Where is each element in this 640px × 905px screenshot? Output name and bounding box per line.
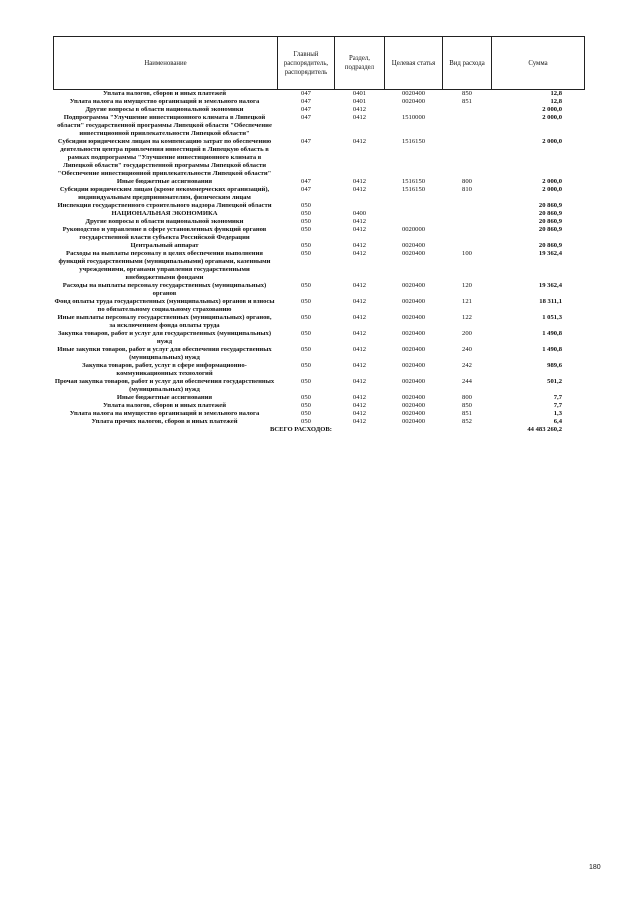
row-admin-code: 047 — [301, 98, 311, 105]
row-target-code: 0020400 — [401, 346, 426, 353]
row-expense-type: 850 — [462, 402, 472, 409]
table-row — [54, 226, 585, 242]
row-amount: 989,6 — [547, 362, 562, 369]
row-name: Руководство и управление в сфере установленных функций органов государственной власти субъекта Российской Федерации — [62, 226, 267, 241]
row-section-code: 0412 — [352, 106, 367, 113]
row-section-code: 0401 — [352, 90, 367, 97]
row-admin-code: 050 — [301, 298, 311, 305]
row-target-code: 0020400 — [401, 98, 426, 105]
row-name: Фонд оплаты труда государственных (муниципальных) органов и взносы по обязательному социальному страхованию — [54, 298, 275, 313]
row-section-code: 0412 — [352, 410, 367, 417]
row-name: Уплата налога на имущество организаций и земельного налога — [69, 98, 260, 105]
row-expense-type — [443, 202, 492, 210]
table-row — [54, 210, 585, 218]
row-admin-code: 050 — [301, 346, 311, 353]
row-target-code: 0020400 — [401, 250, 426, 257]
row-admin-code: 050 — [301, 226, 311, 233]
row-amount: 7,7 — [553, 394, 562, 401]
row-name: Расходы на выплаты персоналу в целях обеспечения выполнения функций государственными (муниципальными) органами, казенными учреждениями, органами управления государственными внебюджетными фондами — [58, 250, 271, 281]
row-target-code: 0020400 — [401, 362, 426, 369]
row-section-code: 0412 — [352, 226, 367, 233]
row-expense-type: 851 — [462, 98, 472, 105]
row-admin-code: 050 — [301, 394, 311, 401]
row-section-code: 0412 — [352, 186, 367, 193]
row-section-code: 0412 — [352, 242, 367, 249]
table-row — [54, 98, 585, 106]
row-expense-type — [443, 114, 492, 138]
row-target-code: 0020400 — [401, 378, 426, 385]
row-target-code: 0020400 — [401, 242, 426, 249]
header-expense-type: Вид расхода — [443, 37, 492, 90]
row-section-code: 0412 — [352, 314, 367, 321]
row-name: Субсидии юридическим лицам на компенсацию затрат по обеспечению деятельности центра привлечения инвестиций в Липецкую область в рамках подпрограммы "Улучшение инвестиционного климата в Липецкой области" государственной программы Липецкой области "Обеспечение инвестиционной привлекательности Липецкой области" — [57, 138, 272, 177]
row-admin-code: 050 — [301, 218, 311, 225]
row-admin-code: 050 — [301, 314, 311, 321]
row-admin-code: 050 — [301, 378, 311, 385]
row-admin-code: 050 — [301, 250, 311, 257]
row-name: НАЦИОНАЛЬНАЯ ЭКОНОМИКА — [111, 210, 218, 217]
table-row — [54, 106, 585, 114]
row-name: Другие вопросы в области национальной экономики — [85, 218, 244, 225]
table-body — [54, 90, 585, 427]
row-expense-type: 240 — [462, 346, 472, 353]
row-target-code: 0020400 — [401, 282, 426, 289]
row-amount: 20 860,9 — [538, 202, 562, 209]
row-amount: 18 311,1 — [539, 298, 562, 305]
row-section-code: 0412 — [352, 418, 367, 425]
row-name: Уплата налога на имущество организаций и земельного налога — [69, 410, 260, 417]
row-expense-type: 200 — [462, 330, 472, 337]
row-amount: 2 000,0 — [542, 106, 562, 113]
budget-expense-table — [53, 36, 585, 434]
row-expense-type: 810 — [462, 186, 472, 193]
row-name: Уплата налогов, сборов и иных платежей — [102, 402, 227, 409]
row-name: Уплата налогов, сборов и иных платежей — [102, 90, 227, 97]
row-section-code: 0412 — [352, 378, 367, 385]
table-row — [54, 202, 585, 210]
table-row — [54, 394, 585, 402]
row-expense-type: 242 — [462, 362, 472, 369]
row-name: Расходы на выплаты персоналу государственных (муниципальных) органов — [62, 282, 267, 297]
row-name: Подпрограмма "Улучшение инвестиционного климата в Липецкой области" государственной программы Липецкой области "Обеспечение инвестиционной привлекательности Липецкой области" — [57, 114, 272, 137]
row-admin-code: 047 — [301, 178, 311, 185]
table-row — [54, 346, 585, 362]
row-target-code: 1516150 — [401, 186, 426, 193]
row-amount: 20 860,9 — [538, 218, 562, 225]
row-admin-code: 047 — [301, 186, 311, 193]
row-admin-code: 047 — [301, 90, 311, 97]
row-amount: 12,8 — [550, 98, 562, 105]
row-target-code — [385, 218, 443, 226]
row-amount: 20 860,9 — [538, 242, 562, 249]
header-admin: Главный распорядитель, распорядитель — [278, 37, 335, 90]
row-target-code: 1510000 — [401, 114, 426, 121]
row-amount: 7,7 — [553, 402, 562, 409]
header-name: Наименование — [54, 37, 278, 90]
row-name: Прочая закупка товаров, работ и услуг для обеспечения государственных (муниципальных) нужд — [54, 378, 275, 393]
table-row — [54, 362, 585, 378]
row-section-code: 0400 — [352, 210, 367, 217]
row-section-code: 0412 — [352, 346, 367, 353]
table-row — [54, 418, 585, 426]
row-name: Субсидии юридическим лицам (кроме некоммерческих организаций), индивидуальным предпринимателям, физическим лицам — [59, 186, 270, 201]
row-expense-type — [443, 218, 492, 226]
row-admin-code: 050 — [301, 410, 311, 417]
row-target-code: 0020000 — [401, 226, 426, 233]
table-row — [54, 242, 585, 250]
row-amount: 12,8 — [550, 90, 562, 97]
row-amount: 1,3 — [553, 410, 562, 417]
table-row — [54, 218, 585, 226]
row-expense-type: 121 — [462, 298, 472, 305]
table-row — [54, 250, 585, 282]
table-row — [54, 402, 585, 410]
row-target-code: 1516150 — [401, 178, 426, 185]
row-target-code: 1516150 — [401, 138, 426, 145]
row-target-code: 0020400 — [401, 410, 426, 417]
row-expense-type — [443, 138, 492, 178]
row-section-code: 0412 — [352, 298, 367, 305]
row-admin-code: 050 — [301, 418, 311, 425]
row-section-code: 0412 — [352, 138, 367, 145]
row-section-code: 0412 — [352, 282, 367, 289]
row-section-code: 0412 — [352, 218, 367, 225]
row-name: Другие вопросы в области национальной экономики — [85, 106, 244, 113]
page-number: 180 — [589, 864, 601, 871]
row-target-code: 0020400 — [401, 90, 426, 97]
table-row — [54, 138, 585, 178]
row-section-code: 0401 — [352, 98, 367, 105]
row-name: Закупка товаров, работ, услуг в сфере информационно-коммуникационных технологий — [82, 362, 247, 377]
row-target-code: 0020400 — [401, 394, 426, 401]
row-admin-code: 047 — [301, 138, 311, 145]
row-admin-code: 050 — [301, 402, 311, 409]
total-row — [54, 426, 585, 434]
row-name: Уплата прочих налогов, сборов и иных платежей — [91, 418, 238, 425]
table-row — [54, 298, 585, 314]
row-target-code — [385, 210, 443, 218]
row-target-code — [385, 106, 443, 114]
row-amount: 20 860,9 — [538, 226, 562, 233]
row-name: Инспекция государственного строительного надзора Липецкой области — [57, 202, 272, 209]
row-expense-type: 852 — [462, 418, 472, 425]
row-expense-type: 851 — [462, 410, 472, 417]
row-amount: 501,2 — [547, 378, 562, 385]
row-expense-type: 244 — [462, 378, 472, 385]
table-row — [54, 90, 585, 99]
row-section-code: 0412 — [352, 114, 367, 121]
row-expense-type — [443, 242, 492, 250]
row-expense-type: 800 — [462, 394, 472, 401]
row-name: Иные бюджетные ассигнования — [116, 394, 213, 401]
row-name: Иные закупки товаров, работ и услуг для обеспечения государственных (муниципальных) нужд — [57, 346, 272, 361]
row-amount: 2 000,0 — [542, 114, 562, 121]
row-name: Центральный аппарат — [130, 242, 199, 249]
row-name: Иные бюджетные ассигнования — [116, 178, 213, 185]
table-row — [54, 378, 585, 394]
row-amount: 1 051,3 — [542, 314, 562, 321]
table-row — [54, 314, 585, 330]
row-amount: 19 362,4 — [538, 250, 562, 257]
table-row — [54, 410, 585, 418]
table-row — [54, 282, 585, 298]
row-admin-code: 050 — [301, 330, 311, 337]
row-section-code: 0412 — [352, 250, 367, 257]
row-name: Закупка товаров, работ и услуг для государственных (муниципальных) нужд — [57, 330, 272, 345]
row-expense-type — [443, 106, 492, 114]
row-admin-code: 050 — [301, 202, 311, 209]
total-label: ВСЕГО РАСХОДОВ: — [269, 426, 332, 433]
total-amount: 44 483 260,2 — [527, 426, 562, 433]
header-section: Раздел, подраздел — [335, 37, 385, 90]
row-section-code — [335, 202, 385, 210]
row-target-code — [385, 202, 443, 210]
table-row — [54, 178, 585, 186]
row-expense-type: 120 — [462, 282, 472, 289]
row-target-code: 0020400 — [401, 330, 426, 337]
row-amount: 1 490,8 — [542, 346, 562, 353]
row-amount: 2 000,0 — [542, 186, 562, 193]
row-expense-type: 850 — [462, 90, 472, 97]
row-expense-type — [443, 210, 492, 218]
table-row — [54, 186, 585, 202]
row-name: Иные выплаты персоналу государственных (муниципальных) органов, за исключением фонда оплаты труда — [57, 314, 272, 329]
row-amount: 20 860,9 — [538, 210, 562, 217]
row-target-code: 0020400 — [401, 402, 426, 409]
row-amount: 19 362,4 — [538, 282, 562, 289]
row-admin-code: 050 — [301, 242, 311, 249]
table-row — [54, 114, 585, 138]
row-section-code: 0412 — [352, 362, 367, 369]
row-target-code: 0020400 — [401, 298, 426, 305]
row-admin-code: 050 — [301, 282, 311, 289]
row-expense-type: 800 — [462, 178, 472, 185]
row-admin-code: 050 — [301, 210, 311, 217]
table-header-row — [54, 37, 585, 90]
row-amount: 2 000,0 — [542, 178, 562, 185]
row-expense-type: 100 — [462, 250, 472, 257]
table-row — [54, 330, 585, 346]
row-target-code: 0020400 — [401, 314, 426, 321]
row-expense-type: 122 — [462, 314, 472, 321]
row-admin-code: 047 — [301, 114, 311, 121]
header-target: Целевая статья — [385, 37, 443, 90]
row-section-code: 0412 — [352, 330, 367, 337]
row-section-code: 0412 — [352, 394, 367, 401]
row-amount: 6,4 — [553, 418, 562, 425]
row-target-code: 0020400 — [401, 418, 426, 425]
row-admin-code: 050 — [301, 362, 311, 369]
header-amount: Сумма — [492, 37, 585, 90]
row-admin-code: 047 — [301, 106, 311, 113]
row-amount: 2 000,0 — [542, 138, 562, 145]
row-section-code: 0412 — [352, 178, 367, 185]
row-expense-type — [443, 226, 492, 242]
row-amount: 1 490,8 — [542, 330, 562, 337]
row-section-code: 0412 — [352, 402, 367, 409]
